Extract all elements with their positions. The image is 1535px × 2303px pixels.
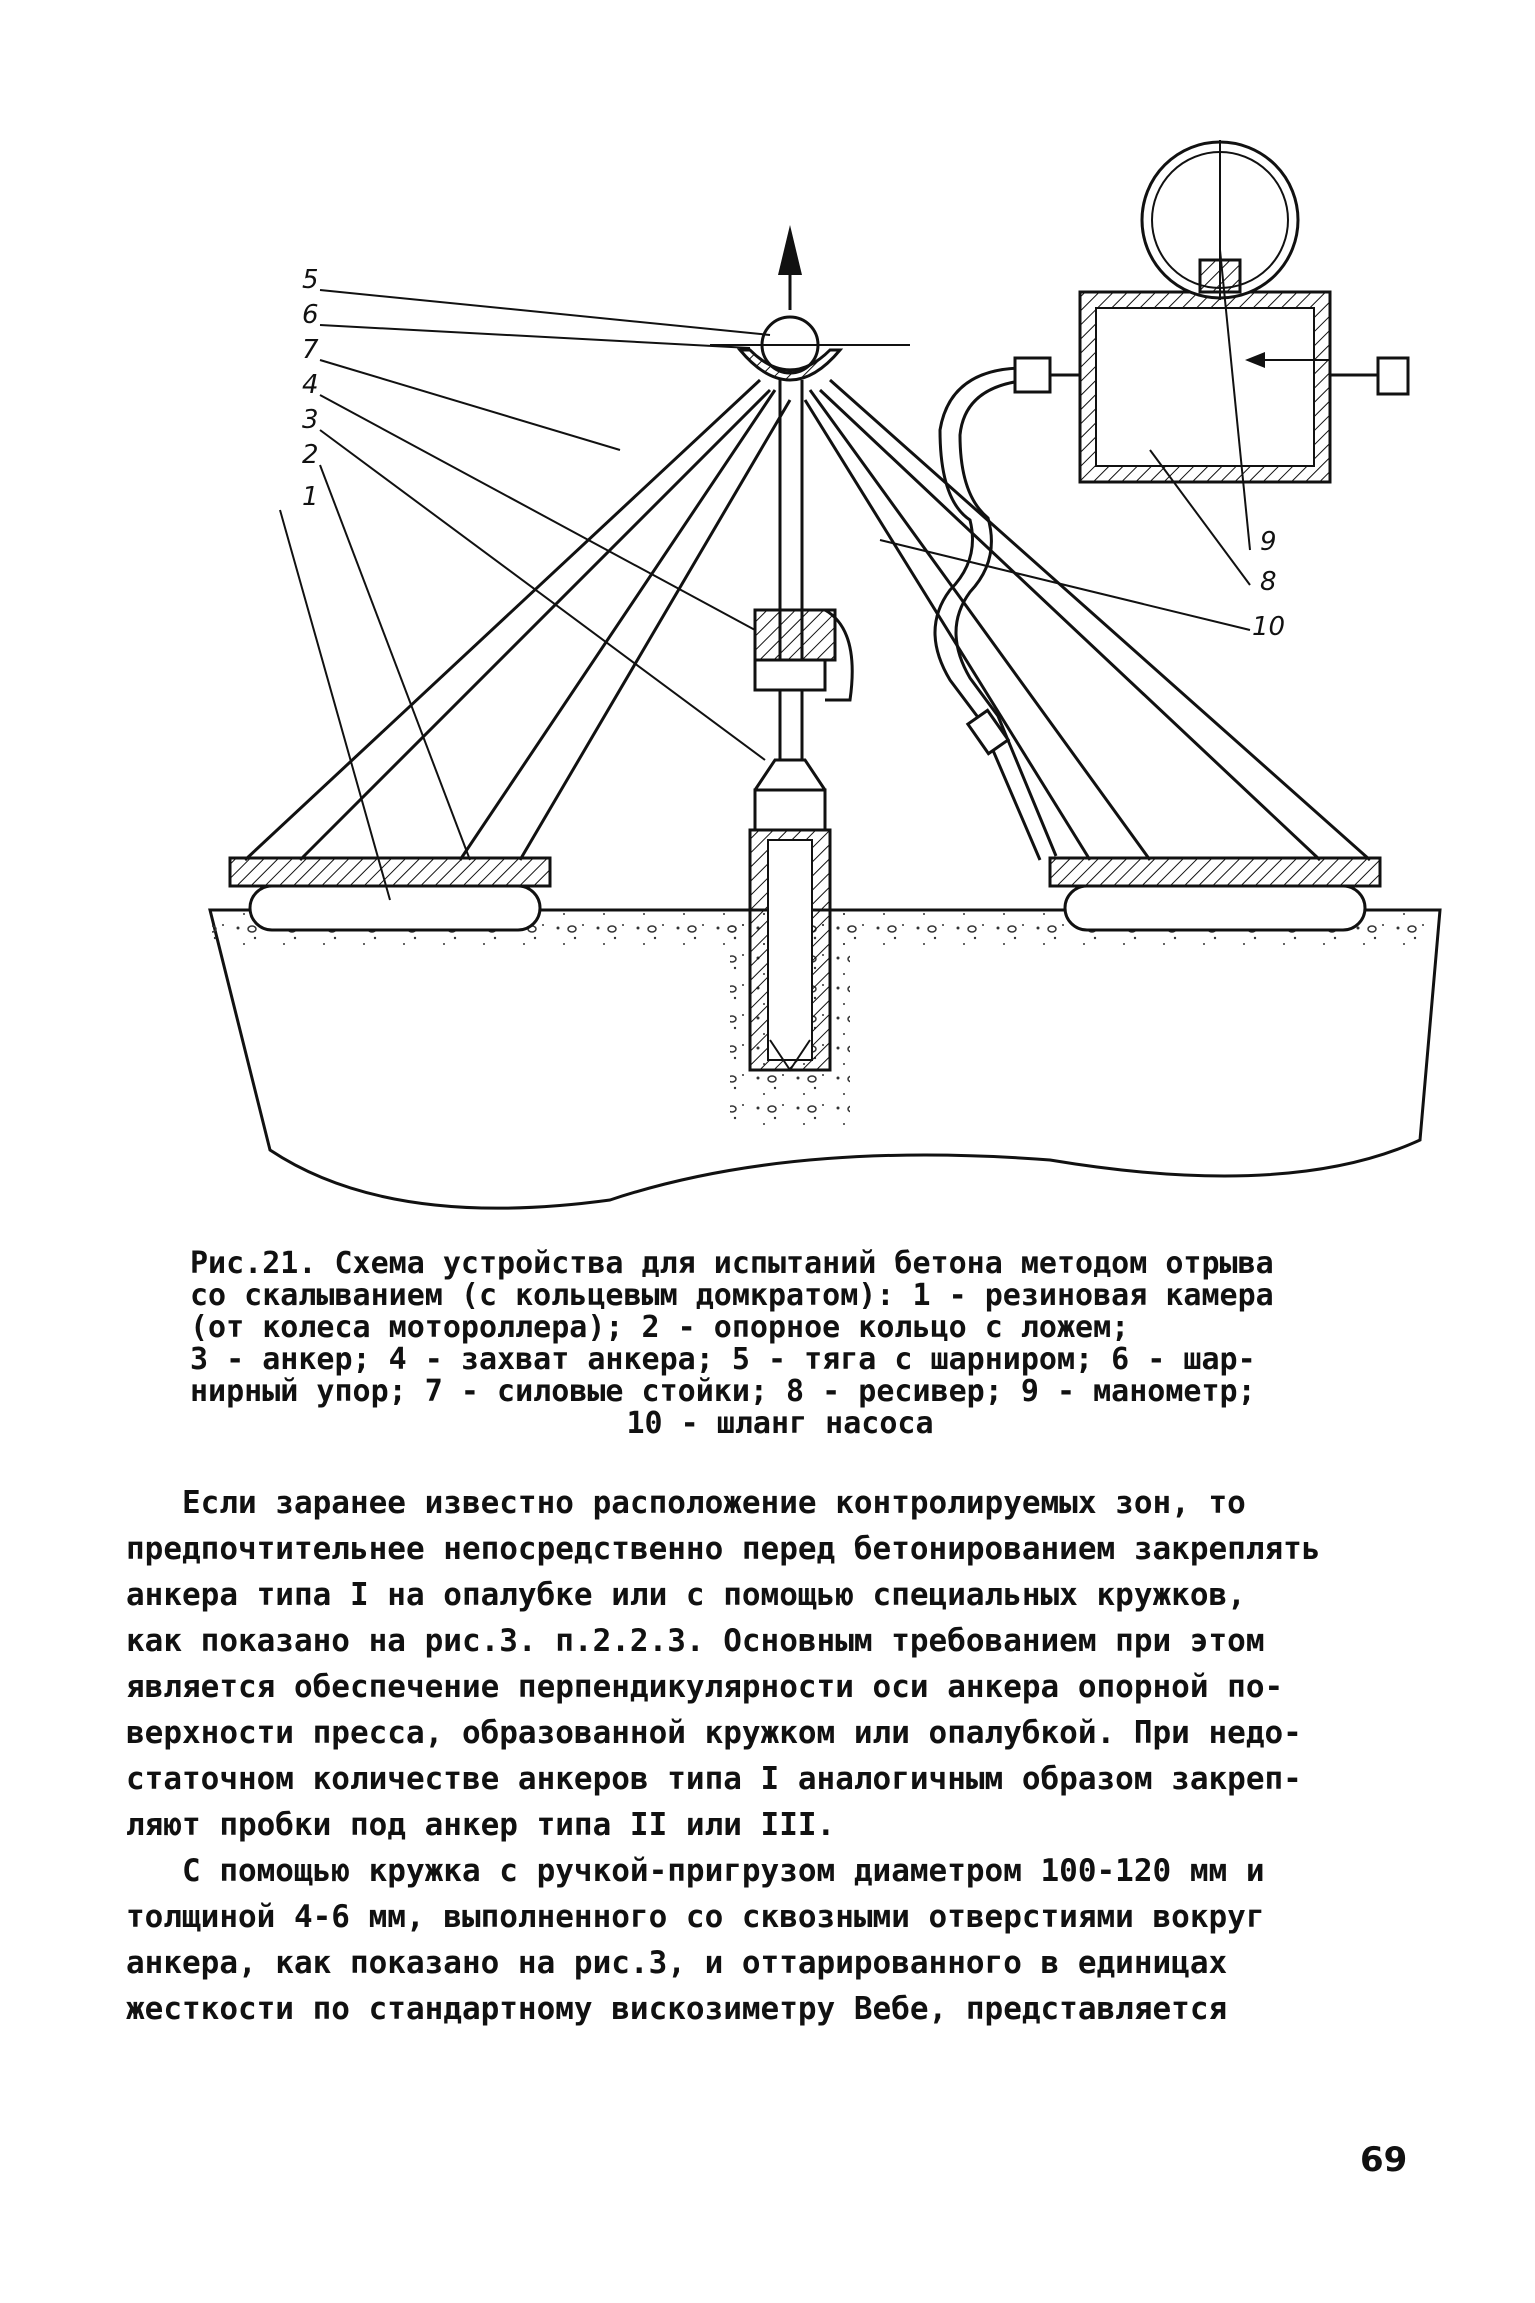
apparatus-diagram bbox=[190, 140, 1450, 1240]
figure-caption bbox=[190, 1248, 1410, 1440]
callout-4: 4 bbox=[302, 370, 319, 400]
body-line: является обеспечение перпендикулярности оси анкера опорной по- bbox=[126, 1669, 1284, 1705]
page-number: 69 bbox=[1360, 2140, 1408, 2180]
caption-line: со скалыванием (с кольцевым домкратом): 1 - резиновая камера bbox=[190, 1278, 1274, 1313]
body-line: ляют пробки под анкер типа II или III. bbox=[126, 1807, 836, 1843]
callout-6: 6 bbox=[302, 300, 319, 330]
caption-line: 10 - шланг насоса bbox=[626, 1406, 934, 1441]
callout-3: 3 bbox=[302, 405, 319, 435]
callout-2: 2 bbox=[302, 440, 319, 470]
manometer bbox=[1142, 140, 1298, 300]
support-ring-right bbox=[1050, 858, 1380, 930]
body-line: как показано на рис.3. п.2.2.3. Основным требованием при этом bbox=[126, 1623, 1265, 1659]
body-line: предпочтительнее непосредственно перед бетонированием закреплять bbox=[126, 1531, 1321, 1567]
body-line: С помощью кружка с ручкой-пригрузом диаметром 100-120 мм и bbox=[126, 1853, 1265, 1889]
caption-line: 3 - анкер; 4 - захват анкера; 5 - тяга с шарниром; 6 - шар- bbox=[190, 1342, 1256, 1377]
body-paragraphs bbox=[126, 1480, 1426, 2032]
callout-8: 8 bbox=[1260, 567, 1277, 597]
support-ring-left bbox=[230, 858, 550, 930]
pump-hose bbox=[935, 358, 1056, 860]
hinge-support bbox=[710, 225, 910, 380]
body-line: жесткости по стандартному вискозиметру Вебе, представляется bbox=[126, 1991, 1228, 2027]
receiver bbox=[1050, 292, 1408, 482]
caption-line: нирный упор; 7 - силовые стойки; 8 - ресивер; 9 - манометр; bbox=[190, 1374, 1256, 1409]
body-line: анкера, как показано на рис.3, и оттарированного в единицах bbox=[126, 1945, 1228, 1981]
body-line: толщиной 4-6 мм, выполненного со сквозными отверстиями вокруг bbox=[126, 1899, 1265, 1935]
body-line: Если заранее известно расположение контролируемых зон, то bbox=[126, 1485, 1246, 1521]
callout-5: 5 bbox=[302, 265, 319, 295]
body-line: анкера типа I на опалубке или с помощью специальных кружков, bbox=[126, 1577, 1246, 1613]
callout-9: 9 bbox=[1260, 527, 1277, 557]
anchor bbox=[750, 760, 830, 1070]
callout-10: 10 bbox=[1252, 612, 1286, 642]
caption-line: (от колеса мотороллера); 2 - опорное кольцо с ложем; bbox=[190, 1310, 1130, 1345]
callout-1: 1 bbox=[302, 482, 319, 512]
callout-7: 7 bbox=[302, 335, 319, 365]
body-line: статочном количестве анкеров типа I аналогичным образом закреп- bbox=[126, 1761, 1302, 1797]
caption-line: Рис.21. Схема устройства для испытаний бетона методом отрыва bbox=[190, 1246, 1274, 1281]
body-line: верхности пресса, образованной кружком или опалубкой. При недо- bbox=[126, 1715, 1302, 1751]
